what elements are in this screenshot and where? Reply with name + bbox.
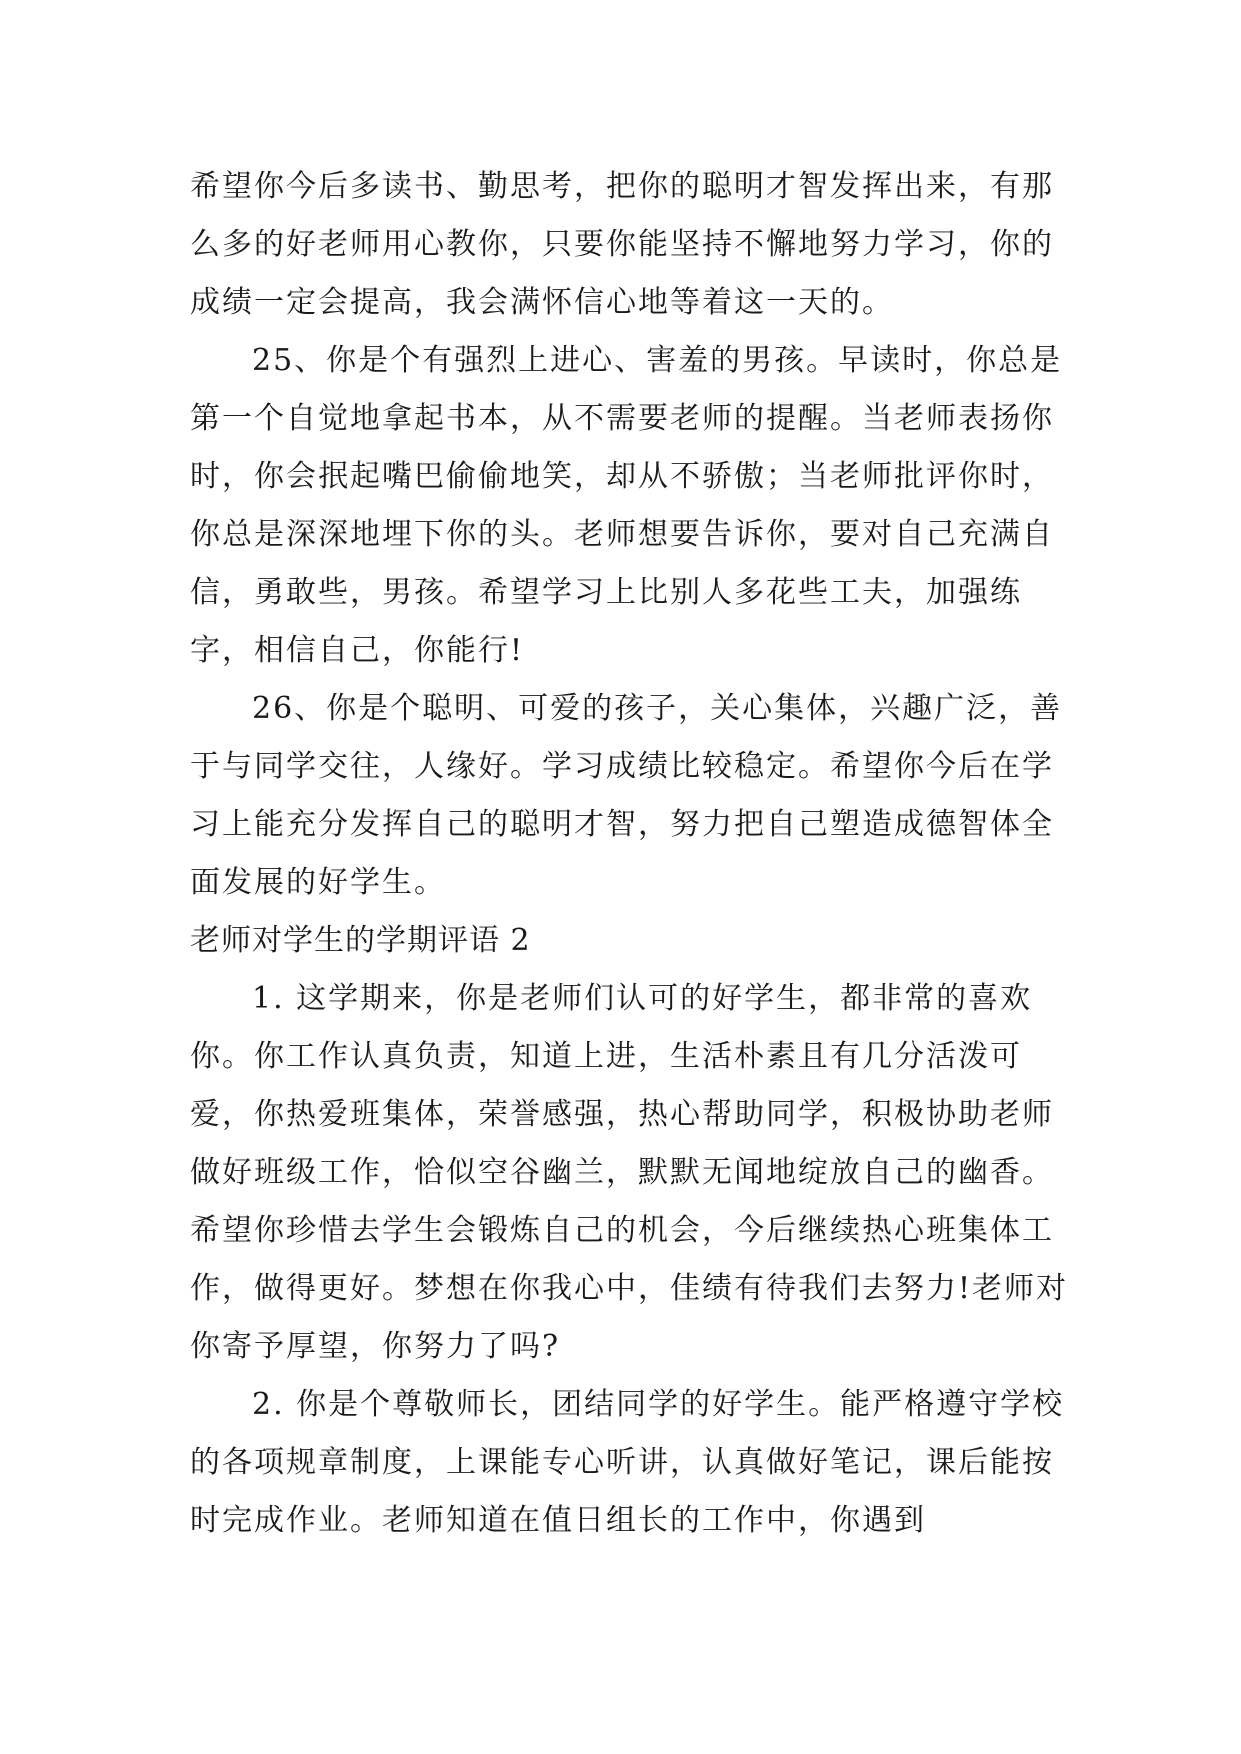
paragraph-comment-26: 26、你是个聪明、可爱的孩子，关心集体，兴趣广泛，善于与同学交往，人缘好。学习成绩比较稳定。希望你今后在学习上能充分发挥自己的聪明才智，努力把自己塑造成德智体全面发展的好学生。: [190, 691, 1063, 900]
paragraph-continuation: 希望你今后多读书、勤思考，把你的聪明才智发挥出来，有那么多的好老师用心教你，只要你能坚持不懈地努力学习，你的成绩一定会提高，我会满怀信心地等着这一天的。: [190, 169, 1054, 320]
section-heading: 老师对学生的学期评语 2: [190, 923, 531, 958]
paragraph-comment-25: 25、你是个有强烈上进心、害羞的男孩。早读时，你总是第一个自觉地拿起书本，从不需要老师的提醒。当老师表扬你时，你会抿起嘴巴偷偷地笑，却从不骄傲；当老师批评你时，你总是深深地埋下你的头。老师想要告诉你，要对自己充满自信，勇敢些，男孩。希望学习上比别人多花些工夫，加强练字，相信自己，你能行!: [190, 343, 1063, 668]
document-body: [190, 158, 1070, 1550]
paragraph-section2-item-1: 1. 这学期来，你是老师们认可的好学生，都非常的喜欢你。你工作认真负责，知道上进，生活朴素且有几分活泼可爱，你热爱班集体，荣誉感强，热心帮助同学，积极协助老师做好班级工作，恰似空谷幽兰，默默无闻地绽放自己的幽香。希望你珍惜去学生会锻炼自己的机会，今后继续热心班集体工作，做得更好。梦想在你我心中，佳绩有待我们去努力!老师对你寄予厚望，你努力了吗?: [190, 981, 1069, 1364]
paragraph-section2-item-2: 2. 你是个尊敬师长，团结同学的好学生。能严格遵守学校的各项规章制度，上课能专心听讲，认真做好笔记，课后能按时完成作业。老师知道在值日组长的工作中，你遇到: [190, 1387, 1065, 1538]
